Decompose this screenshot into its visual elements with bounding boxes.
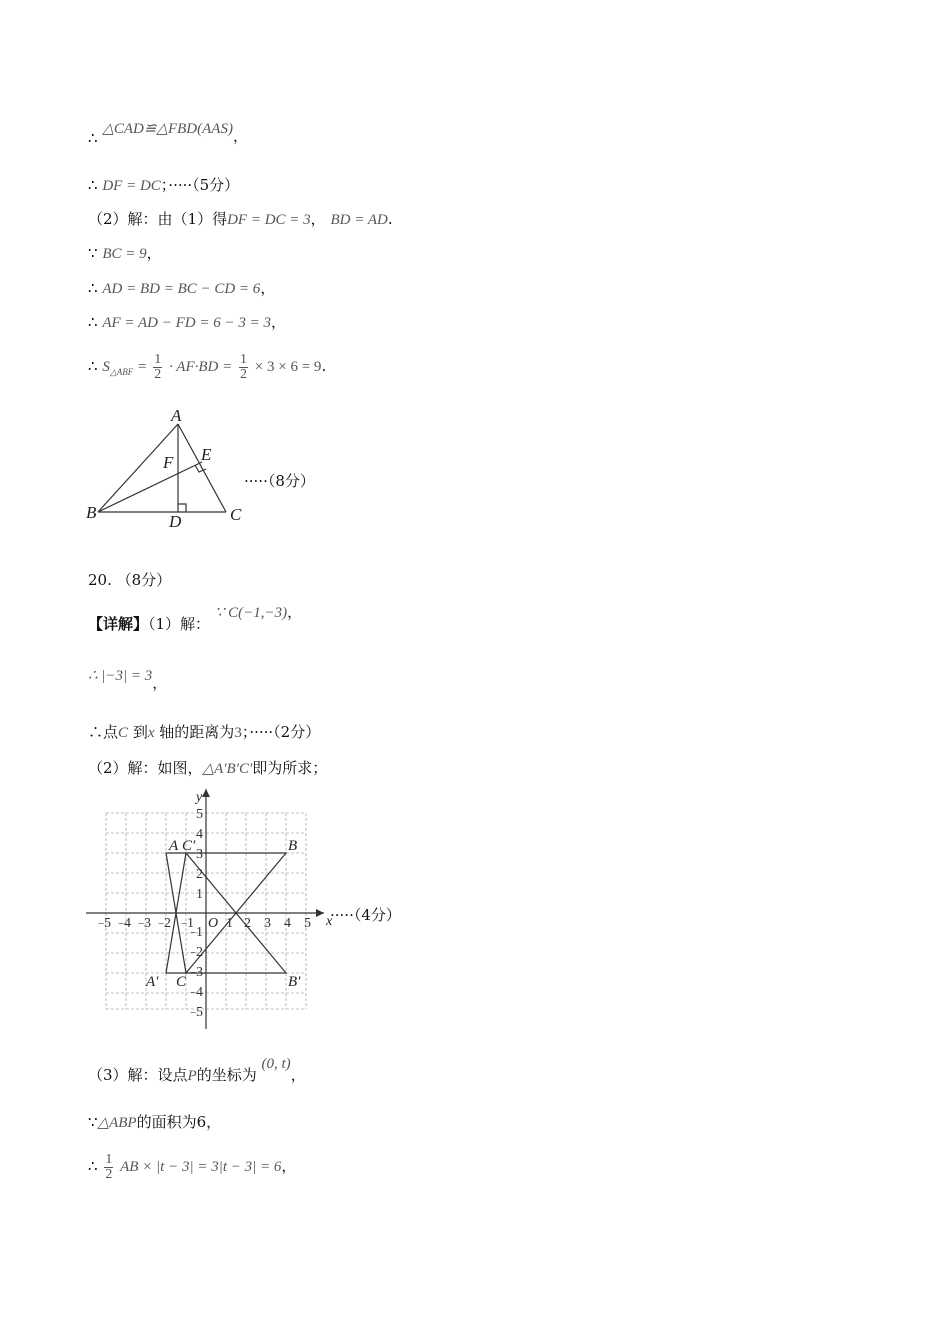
area-formula: · AF·BD =	[169, 359, 233, 375]
congruence-statement: △CAD≌△FBD(AAS)	[102, 121, 233, 137]
df-dc-line	[88, 175, 239, 196]
final-equation-line	[88, 1150, 296, 1183]
df-dc-3-equation: DF = DC = 3	[227, 212, 311, 228]
punct: .	[387, 210, 393, 228]
q20-part3-line	[88, 1056, 306, 1086]
point-p: P	[187, 1068, 197, 1084]
final-equation: AB × |t − 3| = 3|t − 3| = 6	[120, 1159, 282, 1175]
point-p-coords: (0, t)	[261, 1056, 291, 1072]
score-5: ；·····（5分）	[160, 176, 240, 194]
punct: ，	[310, 210, 326, 228]
side-ac	[178, 424, 226, 512]
svg-text:−: −	[190, 967, 197, 979]
x-tick-3: 3	[264, 916, 271, 931]
fraction-numerator: 1	[105, 1151, 113, 1167]
x-axis-label: x	[326, 914, 333, 929]
text: 的坐标为	[196, 1066, 257, 1084]
text: 的面积为6，	[136, 1113, 222, 1131]
score-2: ；·····（2分）	[241, 723, 321, 741]
punct: ，	[146, 244, 162, 262]
label-b: B	[86, 503, 97, 522]
y-tick-neg5: 5	[196, 1005, 203, 1020]
label-c-prime: C′	[182, 838, 196, 854]
fraction-numerator: 1	[240, 351, 248, 367]
question-20-header: 20. （8分）	[88, 571, 172, 589]
abs-value-equation: ∴ |−3| = 3	[88, 668, 153, 684]
x-tick-neg2: 2	[164, 916, 171, 931]
y-tick-neg1: 1	[196, 925, 203, 940]
therefore-symbol: ∴	[88, 723, 104, 741]
therefore-symbol: ∴	[88, 176, 98, 194]
x-tick-neg4: 4	[124, 916, 131, 931]
ad-equation: AD = BD = BC − CD = 6	[102, 281, 261, 297]
y-tick-neg2: 2	[196, 945, 203, 960]
x-tick-neg3: 3	[144, 916, 151, 931]
therefore-symbol: ∴	[88, 129, 98, 147]
svg-text:−: −	[138, 918, 145, 930]
punct: ，	[260, 279, 276, 297]
fraction-numerator: 1	[154, 351, 162, 367]
x-tick-4: 4	[284, 916, 291, 931]
text: 即为所求；	[252, 759, 328, 777]
because-symbol: ∵	[88, 244, 98, 262]
y-axis-arrow	[202, 789, 210, 797]
distance-value: 3	[234, 725, 242, 741]
text: 轴的距离为	[159, 723, 235, 741]
area-result: × 3 × 6 = 9	[254, 359, 322, 375]
distance-line	[88, 722, 320, 743]
svg-text:−: −	[118, 918, 125, 930]
point-c-coords: ∵ C(−1,−3)	[214, 605, 288, 621]
x-tick-neg5: 5	[104, 916, 111, 931]
y-axis-label: y	[196, 790, 203, 805]
x-axis-arrow	[316, 909, 324, 917]
score-4: ·····（4分）	[330, 906, 401, 924]
label-c: C	[230, 505, 242, 524]
bc-equation: BC = 9	[102, 246, 147, 262]
x-tick-neg1: 1	[187, 916, 194, 931]
punct: ，	[287, 603, 303, 621]
part3-text: （3）解：设点	[88, 1066, 188, 1084]
detail-label: 【详解】	[88, 615, 149, 633]
x-tick-2: 2	[244, 916, 251, 931]
punct: ，	[152, 674, 168, 692]
fraction-half	[153, 353, 162, 382]
punct: ，	[270, 313, 286, 331]
svg-text:−: −	[190, 947, 197, 959]
y-tick-2: 2	[196, 867, 203, 882]
label-e: E	[201, 445, 212, 464]
y-tick-neg4: 4	[196, 985, 203, 1000]
punct: ，	[290, 1066, 306, 1084]
fraction-half	[104, 1153, 113, 1182]
therefore-symbol: ∴	[88, 313, 98, 331]
part2-text: （2）解：如图，	[88, 759, 203, 777]
af-line	[88, 312, 286, 333]
equals: =	[138, 359, 147, 375]
part1-text: （1）解：	[148, 615, 211, 633]
fraction-denominator: 2	[154, 366, 162, 382]
label-f: F	[163, 453, 174, 472]
triangle-abp: △ABP	[97, 1115, 137, 1131]
label-a: A	[169, 838, 179, 854]
therefore-symbol: ∴	[88, 1157, 98, 1175]
fraction-half	[239, 353, 248, 382]
coordinate-grid	[80, 785, 340, 1035]
svg-text:−: −	[190, 927, 197, 939]
point-c: C	[118, 725, 129, 741]
y-tick-5: 5	[196, 807, 203, 822]
svg-text:−: −	[98, 918, 105, 930]
therefore-symbol: ∴	[88, 279, 98, 297]
punct: ，	[281, 1157, 297, 1175]
fraction-denominator: 2	[240, 366, 248, 382]
x-var: x	[147, 725, 155, 741]
bd-ad-equation: BD = AD	[330, 212, 388, 228]
triangle-prime: △A′B′C′	[202, 761, 253, 777]
part2-intro-line	[88, 209, 393, 230]
text: 到	[132, 723, 148, 741]
text: 点	[103, 723, 119, 741]
punct: .	[321, 357, 327, 375]
score-8: ·····（8分）	[244, 472, 315, 490]
label-d: D	[169, 512, 182, 531]
congruence-line	[88, 118, 248, 147]
q20-part2-line	[88, 758, 327, 779]
ad-line	[88, 278, 275, 299]
area-subscript: △ABF	[109, 367, 134, 377]
part2-text: （2）解：由（1）得	[88, 210, 228, 228]
punct: ，	[232, 127, 248, 145]
x-tick-5: 5	[304, 916, 311, 931]
y-tick-1: 1	[196, 887, 203, 902]
y-tick-3: 3	[196, 847, 203, 862]
svg-text:−: −	[190, 1007, 197, 1019]
q20-part1-line	[88, 603, 303, 635]
label-a: A	[171, 406, 182, 425]
df-dc-equation: DF = DC	[102, 178, 161, 194]
y-tick-4: 4	[196, 827, 203, 842]
fraction-denominator: 2	[105, 1166, 113, 1182]
right-angle-d	[178, 504, 186, 512]
y-tick-neg3: 3	[196, 965, 203, 980]
area-calc-line	[88, 350, 326, 388]
therefore-symbol: ∴	[88, 357, 98, 375]
bc-line	[88, 243, 162, 264]
svg-text:−: −	[158, 918, 165, 930]
origin-label: O	[208, 916, 219, 931]
x-tick-1: 1	[226, 916, 233, 931]
label-c: C	[176, 974, 187, 990]
area-symbol: S	[102, 359, 110, 375]
svg-text:−: −	[181, 918, 188, 930]
svg-text:−: −	[190, 987, 197, 999]
label-b-prime: B′	[288, 974, 301, 990]
af-equation: AF = AD − FD = 6 − 3 = 3	[102, 315, 271, 331]
area-line	[88, 1112, 221, 1133]
label-a-prime: A′	[146, 974, 159, 990]
label-b: B	[288, 838, 298, 854]
abs-value-line	[88, 665, 168, 692]
triangle-diagram	[80, 400, 280, 535]
because-symbol: ∵	[88, 1113, 98, 1131]
